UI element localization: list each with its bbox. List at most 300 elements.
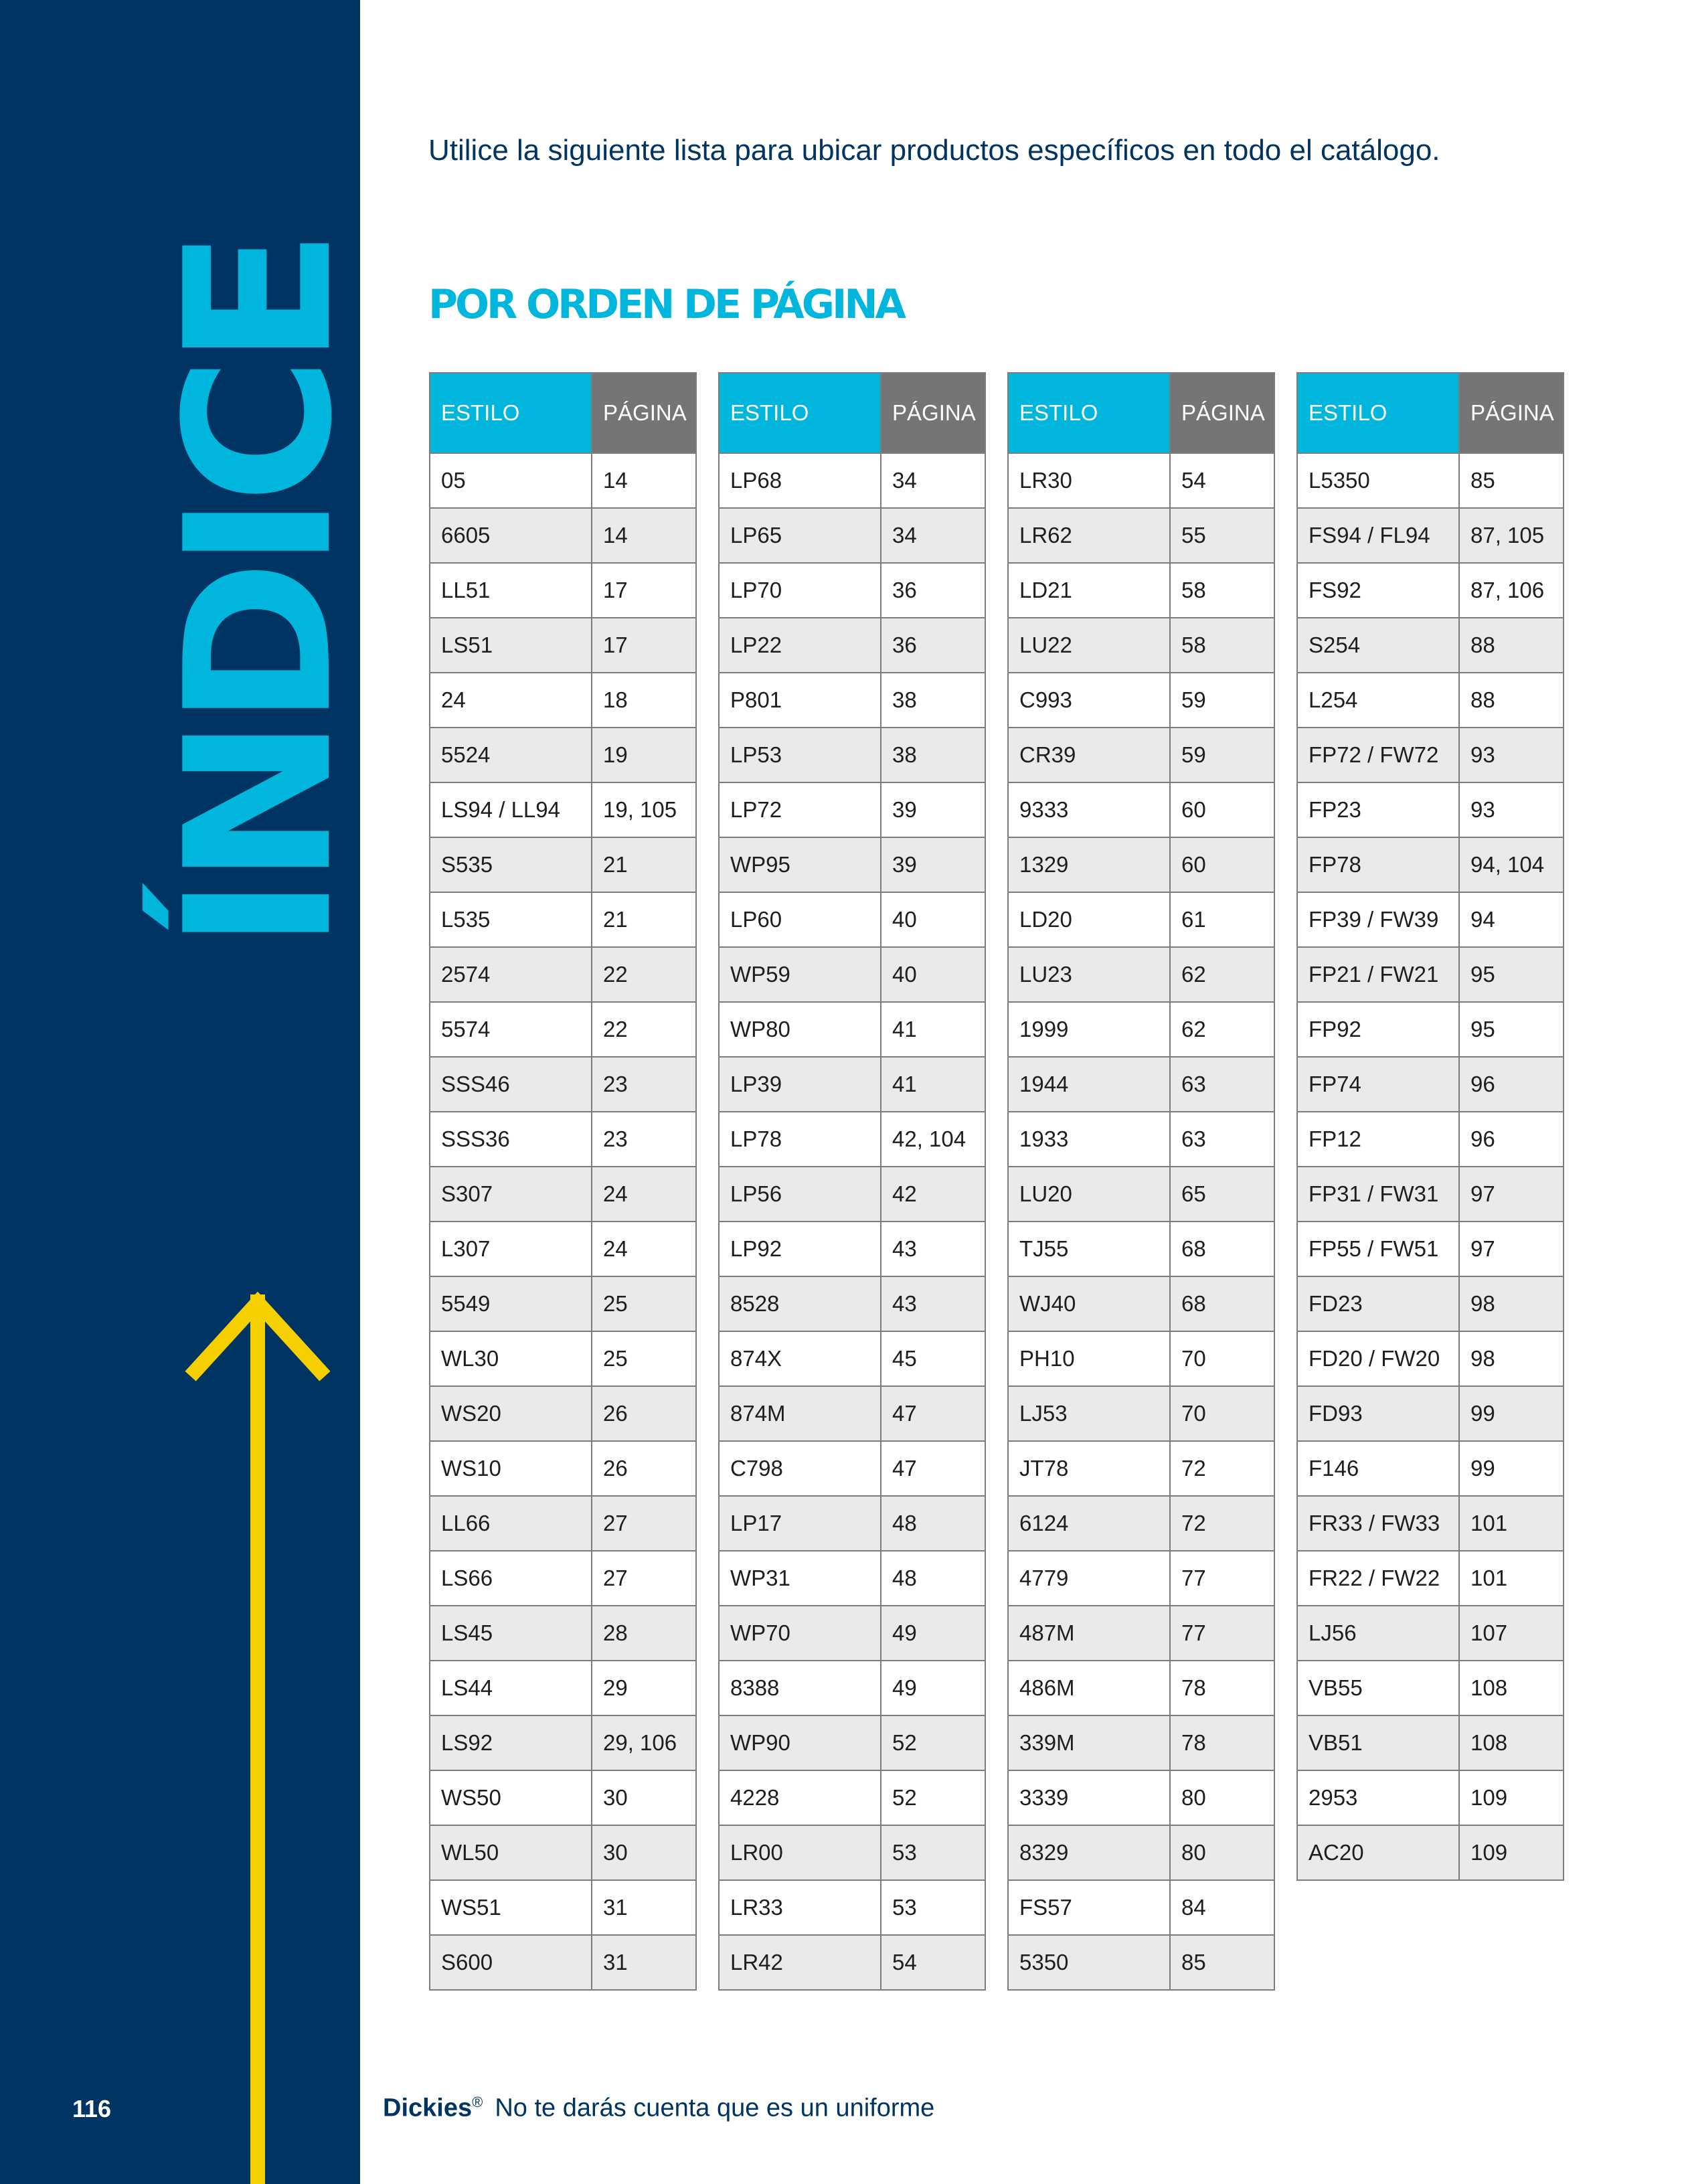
table-row <box>1008 837 1274 892</box>
column-header-estilo: ESTILO <box>1008 373 1170 453</box>
cell-pagina: 95 <box>1459 947 1564 1002</box>
section-heading: POR ORDEN DE PÁGINA <box>428 281 904 328</box>
cell-estilo: WP70 <box>719 1606 881 1661</box>
table-row <box>1297 728 1564 782</box>
cell-pagina: 62 <box>1170 947 1274 1002</box>
cell-pagina: 40 <box>881 892 985 947</box>
cell-pagina: 97 <box>1459 1222 1564 1276</box>
cell-estilo: FD23 <box>1297 1276 1459 1331</box>
index-table-1 <box>429 372 697 1991</box>
table-row <box>430 1002 696 1057</box>
cell-pagina: 30 <box>592 1825 696 1880</box>
cell-estilo: FP78 <box>1297 837 1459 892</box>
cell-pagina: 68 <box>1170 1222 1274 1276</box>
column-header-pagina: PÁGINA <box>881 373 985 453</box>
cell-estilo: CR39 <box>1008 728 1170 782</box>
cell-pagina: 52 <box>881 1770 985 1825</box>
cell-pagina: 99 <box>1459 1386 1564 1441</box>
cell-estilo: WP90 <box>719 1715 881 1770</box>
table-row <box>1297 1715 1564 1770</box>
cell-pagina: 17 <box>592 563 696 618</box>
table-row <box>719 837 985 892</box>
cell-pagina: 14 <box>592 508 696 563</box>
cell-pagina: 21 <box>592 892 696 947</box>
arrow-up-icon <box>181 1285 341 2184</box>
table-row <box>719 1880 985 1935</box>
cell-pagina: 29, 106 <box>592 1715 696 1770</box>
cell-estilo: 1933 <box>1008 1112 1170 1167</box>
index-table-4 <box>1296 372 1564 1881</box>
cell-pagina: 27 <box>592 1496 696 1551</box>
cell-estilo: FP31 / FW31 <box>1297 1167 1459 1222</box>
cell-estilo: 1944 <box>1008 1057 1170 1112</box>
table-row <box>430 618 696 673</box>
cell-estilo: LP39 <box>719 1057 881 1112</box>
cell-pagina: 17 <box>592 618 696 673</box>
table-row <box>430 1661 696 1715</box>
cell-pagina: 24 <box>592 1222 696 1276</box>
table-row <box>430 563 696 618</box>
cell-estilo: WJ40 <box>1008 1276 1170 1331</box>
table-row <box>430 1441 696 1496</box>
cell-estilo: 2953 <box>1297 1770 1459 1825</box>
cell-pagina: 38 <box>881 728 985 782</box>
footer-brand: Dickies <box>383 2094 473 2122</box>
cell-pagina: 59 <box>1170 673 1274 728</box>
cell-estilo: FS57 <box>1008 1880 1170 1935</box>
cell-estilo: C993 <box>1008 673 1170 728</box>
cell-pagina: 96 <box>1459 1112 1564 1167</box>
table-row <box>1297 1606 1564 1661</box>
cell-estilo: FP21 / FW21 <box>1297 947 1459 1002</box>
table-row <box>719 1551 985 1606</box>
cell-pagina: 27 <box>592 1551 696 1606</box>
cell-estilo: L254 <box>1297 673 1459 728</box>
table-row <box>1297 947 1564 1002</box>
table-row <box>719 1606 985 1661</box>
cell-pagina: 70 <box>1170 1386 1274 1441</box>
table-row <box>1008 1057 1274 1112</box>
cell-pagina: 97 <box>1459 1167 1564 1222</box>
cell-estilo: LU20 <box>1008 1167 1170 1222</box>
cell-estilo: FR22 / FW22 <box>1297 1551 1459 1606</box>
cell-estilo: AC20 <box>1297 1825 1459 1880</box>
column-header-estilo: ESTILO <box>719 373 881 453</box>
cell-estilo: FP55 / FW51 <box>1297 1222 1459 1276</box>
cell-estilo: 874X <box>719 1331 881 1386</box>
cell-pagina: 59 <box>1170 728 1274 782</box>
table-row <box>1297 1222 1564 1276</box>
table-row <box>430 1331 696 1386</box>
cell-pagina: 78 <box>1170 1661 1274 1715</box>
cell-estilo: 6605 <box>430 508 592 563</box>
table-row <box>1297 563 1564 618</box>
cell-pagina: 19, 105 <box>592 782 696 837</box>
cell-pagina: 40 <box>881 947 985 1002</box>
cell-pagina: 70 <box>1170 1331 1274 1386</box>
cell-estilo: VB55 <box>1297 1661 1459 1715</box>
table-row <box>719 1222 985 1276</box>
cell-pagina: 47 <box>881 1441 985 1496</box>
cell-pagina: 42 <box>881 1167 985 1222</box>
table-row <box>1008 782 1274 837</box>
table-row <box>430 1935 696 1990</box>
table-row <box>1297 1276 1564 1331</box>
cell-pagina: 78 <box>1170 1715 1274 1770</box>
table-row <box>1008 1880 1274 1935</box>
cell-estilo: LP68 <box>719 453 881 508</box>
cell-pagina: 101 <box>1459 1551 1564 1606</box>
table-row <box>1008 1222 1274 1276</box>
cell-pagina: 63 <box>1170 1057 1274 1112</box>
cell-pagina: 36 <box>881 563 985 618</box>
cell-estilo: 5574 <box>430 1002 592 1057</box>
cell-estilo: FS94 / FL94 <box>1297 508 1459 563</box>
table-row <box>430 1057 696 1112</box>
cell-pagina: 58 <box>1170 618 1274 673</box>
cell-pagina: 80 <box>1170 1825 1274 1880</box>
cell-estilo: FP92 <box>1297 1002 1459 1057</box>
column-header-estilo: ESTILO <box>1297 373 1459 453</box>
table-row <box>719 453 985 508</box>
cell-estilo: WL30 <box>430 1331 592 1386</box>
cell-estilo: LS44 <box>430 1661 592 1715</box>
cell-pagina: 14 <box>592 453 696 508</box>
cell-estilo: 8388 <box>719 1661 881 1715</box>
cell-pagina: 58 <box>1170 563 1274 618</box>
cell-pagina: 36 <box>881 618 985 673</box>
table-row <box>430 673 696 728</box>
cell-estilo: FS92 <box>1297 563 1459 618</box>
cell-estilo: LL66 <box>430 1496 592 1551</box>
table-row <box>1297 1770 1564 1825</box>
cell-estilo: S307 <box>430 1167 592 1222</box>
table-row <box>719 563 985 618</box>
table-row <box>430 837 696 892</box>
table-row <box>1008 1331 1274 1386</box>
cell-estilo: FP12 <box>1297 1112 1459 1167</box>
table-row <box>430 1167 696 1222</box>
table-row <box>719 947 985 1002</box>
cell-estilo: 487M <box>1008 1606 1170 1661</box>
table-row <box>1008 563 1274 618</box>
cell-pagina: 28 <box>592 1606 696 1661</box>
cell-pagina: 62 <box>1170 1002 1274 1057</box>
cell-estilo: LR33 <box>719 1880 881 1935</box>
cell-estilo: 486M <box>1008 1661 1170 1715</box>
cell-pagina: 53 <box>881 1825 985 1880</box>
cell-estilo: WS10 <box>430 1441 592 1496</box>
table-row <box>430 1386 696 1441</box>
cell-pagina: 31 <box>592 1880 696 1935</box>
table-row <box>1008 1167 1274 1222</box>
cell-estilo: JT78 <box>1008 1441 1170 1496</box>
cell-pagina: 61 <box>1170 892 1274 947</box>
cell-pagina: 48 <box>881 1551 985 1606</box>
cell-pagina: 99 <box>1459 1441 1564 1496</box>
table-row <box>1008 1441 1274 1496</box>
cell-estilo: FR33 / FW33 <box>1297 1496 1459 1551</box>
cell-pagina: 53 <box>881 1880 985 1935</box>
table-row <box>719 1112 985 1167</box>
cell-pagina: 109 <box>1459 1770 1564 1825</box>
table-row <box>1297 618 1564 673</box>
cell-pagina: 23 <box>592 1057 696 1112</box>
table-row <box>719 1496 985 1551</box>
cell-estilo: WP59 <box>719 947 881 1002</box>
cell-estilo: P801 <box>719 673 881 728</box>
footer-tagline: No te darás cuenta que es un uniforme <box>495 2094 935 2122</box>
cell-estilo: LP78 <box>719 1112 881 1167</box>
intro-text: Utilice la siguiente lista para ubicar productos específicos en todo el catálogo. <box>428 134 1440 167</box>
cell-pagina: 94, 104 <box>1459 837 1564 892</box>
cell-pagina: 88 <box>1459 673 1564 728</box>
table-row <box>1008 1825 1274 1880</box>
cell-pagina: 87, 106 <box>1459 563 1564 618</box>
cell-pagina: 31 <box>592 1935 696 1990</box>
cell-estilo: L535 <box>430 892 592 947</box>
table-row <box>1008 1606 1274 1661</box>
cell-estilo: 8528 <box>719 1276 881 1331</box>
table-row <box>719 1770 985 1825</box>
cell-pagina: 21 <box>592 837 696 892</box>
cell-estilo: LP53 <box>719 728 881 782</box>
cell-pagina: 41 <box>881 1057 985 1112</box>
table-row <box>430 1496 696 1551</box>
cell-estilo: LD20 <box>1008 892 1170 947</box>
table-row <box>719 1661 985 1715</box>
cell-estilo: LS66 <box>430 1551 592 1606</box>
cell-estilo: LP17 <box>719 1496 881 1551</box>
cell-pagina: 34 <box>881 453 985 508</box>
cell-estilo: LS92 <box>430 1715 592 1770</box>
footer <box>383 2094 934 2123</box>
cell-pagina: 72 <box>1170 1441 1274 1496</box>
table-row <box>430 782 696 837</box>
cell-estilo: 1999 <box>1008 1002 1170 1057</box>
table-row <box>1008 453 1274 508</box>
column-header-pagina: PÁGINA <box>1170 373 1274 453</box>
table-row <box>1008 1661 1274 1715</box>
cell-pagina: 49 <box>881 1661 985 1715</box>
table-row <box>1297 673 1564 728</box>
table-row <box>1297 1167 1564 1222</box>
cell-estilo: 24 <box>430 673 592 728</box>
cell-estilo: 5524 <box>430 728 592 782</box>
cell-estilo: LP56 <box>719 1167 881 1222</box>
cell-estilo: LR30 <box>1008 453 1170 508</box>
cell-estilo: 8329 <box>1008 1825 1170 1880</box>
cell-estilo: WS51 <box>430 1880 592 1935</box>
table-row <box>1008 618 1274 673</box>
cell-estilo: FP72 / FW72 <box>1297 728 1459 782</box>
cell-estilo: 3339 <box>1008 1770 1170 1825</box>
cell-pagina: 72 <box>1170 1496 1274 1551</box>
cell-pagina: 109 <box>1459 1825 1564 1880</box>
cell-estilo: FD93 <box>1297 1386 1459 1441</box>
cell-estilo: SSS46 <box>430 1057 592 1112</box>
table-row <box>719 1715 985 1770</box>
cell-estilo: LS45 <box>430 1606 592 1661</box>
cell-pagina: 77 <box>1170 1551 1274 1606</box>
cell-estilo: LP92 <box>719 1222 881 1276</box>
cell-estilo: S254 <box>1297 618 1459 673</box>
table-row <box>1008 1715 1274 1770</box>
cell-pagina: 18 <box>592 673 696 728</box>
cell-estilo: LP60 <box>719 892 881 947</box>
cell-estilo: VB51 <box>1297 1715 1459 1770</box>
cell-estilo: LL51 <box>430 563 592 618</box>
column-header-pagina: PÁGINA <box>592 373 696 453</box>
cell-estilo: LR62 <box>1008 508 1170 563</box>
table-row <box>719 1057 985 1112</box>
table-row <box>719 618 985 673</box>
cell-estilo: LR42 <box>719 1935 881 1990</box>
cell-pagina: 54 <box>1170 453 1274 508</box>
table-row <box>430 947 696 1002</box>
index-table-3 <box>1007 372 1275 1991</box>
cell-pagina: 54 <box>881 1935 985 1990</box>
sidebar <box>0 0 376 2184</box>
table-row <box>1008 1276 1274 1331</box>
cell-pagina: 38 <box>881 673 985 728</box>
table-row <box>1297 1496 1564 1551</box>
table-row <box>430 1551 696 1606</box>
table-row <box>1008 1770 1274 1825</box>
sidebar-title: ÍNDICE <box>143 238 376 950</box>
cell-estilo: 4228 <box>719 1770 881 1825</box>
cell-pagina: 48 <box>881 1496 985 1551</box>
cell-pagina: 49 <box>881 1606 985 1661</box>
table-row <box>719 1331 985 1386</box>
cell-pagina: 22 <box>592 1002 696 1057</box>
cell-estilo: WP80 <box>719 1002 881 1057</box>
cell-pagina: 55 <box>1170 508 1274 563</box>
cell-pagina: 45 <box>881 1331 985 1386</box>
cell-pagina: 25 <box>592 1276 696 1331</box>
table-row <box>1297 1386 1564 1441</box>
registered-mark: ® <box>472 2094 483 2110</box>
cell-pagina: 87, 105 <box>1459 508 1564 563</box>
column-header-estilo: ESTILO <box>430 373 592 453</box>
cell-pagina: 39 <box>881 837 985 892</box>
table-row <box>719 1935 985 1990</box>
cell-pagina: 85 <box>1170 1935 1274 1990</box>
cell-estilo: FP23 <box>1297 782 1459 837</box>
cell-estilo: S535 <box>430 837 592 892</box>
table-row <box>1297 782 1564 837</box>
cell-pagina: 98 <box>1459 1276 1564 1331</box>
cell-pagina: 29 <box>592 1661 696 1715</box>
cell-estilo: LS94 / LL94 <box>430 782 592 837</box>
table-row <box>719 1386 985 1441</box>
cell-estilo: FP74 <box>1297 1057 1459 1112</box>
table-row <box>430 1825 696 1880</box>
cell-pagina: 93 <box>1459 782 1564 837</box>
table-row <box>1297 1112 1564 1167</box>
cell-estilo: 1329 <box>1008 837 1170 892</box>
cell-pagina: 95 <box>1459 1002 1564 1057</box>
table-row <box>719 1167 985 1222</box>
table-row <box>719 673 985 728</box>
table-row <box>430 1880 696 1935</box>
cell-pagina: 88 <box>1459 618 1564 673</box>
table-row <box>430 453 696 508</box>
cell-pagina: 24 <box>592 1167 696 1222</box>
cell-pagina: 60 <box>1170 837 1274 892</box>
table-row <box>719 728 985 782</box>
cell-pagina: 108 <box>1459 1715 1564 1770</box>
cell-estilo: LP70 <box>719 563 881 618</box>
cell-estilo: LU23 <box>1008 947 1170 1002</box>
cell-pagina: 84 <box>1170 1880 1274 1935</box>
table-row <box>1008 1112 1274 1167</box>
cell-estilo: 5350 <box>1008 1935 1170 1990</box>
table-row <box>1297 1002 1564 1057</box>
index-table-2 <box>718 372 986 1991</box>
cell-estilo: 9333 <box>1008 782 1170 837</box>
cell-estilo: WS50 <box>430 1770 592 1825</box>
cell-estilo: 4779 <box>1008 1551 1170 1606</box>
table-row <box>719 892 985 947</box>
table-row <box>1008 1002 1274 1057</box>
table-row <box>1008 892 1274 947</box>
cell-estilo: 2574 <box>430 947 592 1002</box>
cell-pagina: 22 <box>592 947 696 1002</box>
table-row <box>719 1276 985 1331</box>
cell-estilo: WP95 <box>719 837 881 892</box>
table-row <box>1008 1551 1274 1606</box>
cell-estilo: WL50 <box>430 1825 592 1880</box>
cell-estilo: F146 <box>1297 1441 1459 1496</box>
table-row <box>719 782 985 837</box>
table-row <box>719 1441 985 1496</box>
table-row <box>1008 947 1274 1002</box>
cell-estilo: LJ53 <box>1008 1386 1170 1441</box>
cell-estilo: 339M <box>1008 1715 1170 1770</box>
cell-estilo: 6124 <box>1008 1496 1170 1551</box>
cell-estilo: WS20 <box>430 1386 592 1441</box>
cell-pagina: 39 <box>881 782 985 837</box>
cell-estilo: LP22 <box>719 618 881 673</box>
cell-pagina: 96 <box>1459 1057 1564 1112</box>
cell-estilo: LJ56 <box>1297 1606 1459 1661</box>
cell-pagina: 93 <box>1459 728 1564 782</box>
cell-estilo: S600 <box>430 1935 592 1990</box>
cell-pagina: 98 <box>1459 1331 1564 1386</box>
table-row <box>1297 1057 1564 1112</box>
cell-estilo: TJ55 <box>1008 1222 1170 1276</box>
cell-pagina: 63 <box>1170 1112 1274 1167</box>
cell-estilo: LS51 <box>430 618 592 673</box>
cell-pagina: 52 <box>881 1715 985 1770</box>
table-row <box>430 1276 696 1331</box>
table-row <box>430 728 696 782</box>
table-row <box>1297 1551 1564 1606</box>
cell-pagina: 26 <box>592 1386 696 1441</box>
cell-estilo: WP31 <box>719 1551 881 1606</box>
table-row <box>430 1715 696 1770</box>
cell-pagina: 34 <box>881 508 985 563</box>
table-row <box>1297 1825 1564 1880</box>
cell-estilo: 5549 <box>430 1276 592 1331</box>
cell-estilo: 05 <box>430 453 592 508</box>
cell-estilo: C798 <box>719 1441 881 1496</box>
table-row <box>1297 508 1564 563</box>
column-header-pagina: PÁGINA <box>1459 373 1564 453</box>
table-row <box>430 1770 696 1825</box>
table-row <box>719 1002 985 1057</box>
